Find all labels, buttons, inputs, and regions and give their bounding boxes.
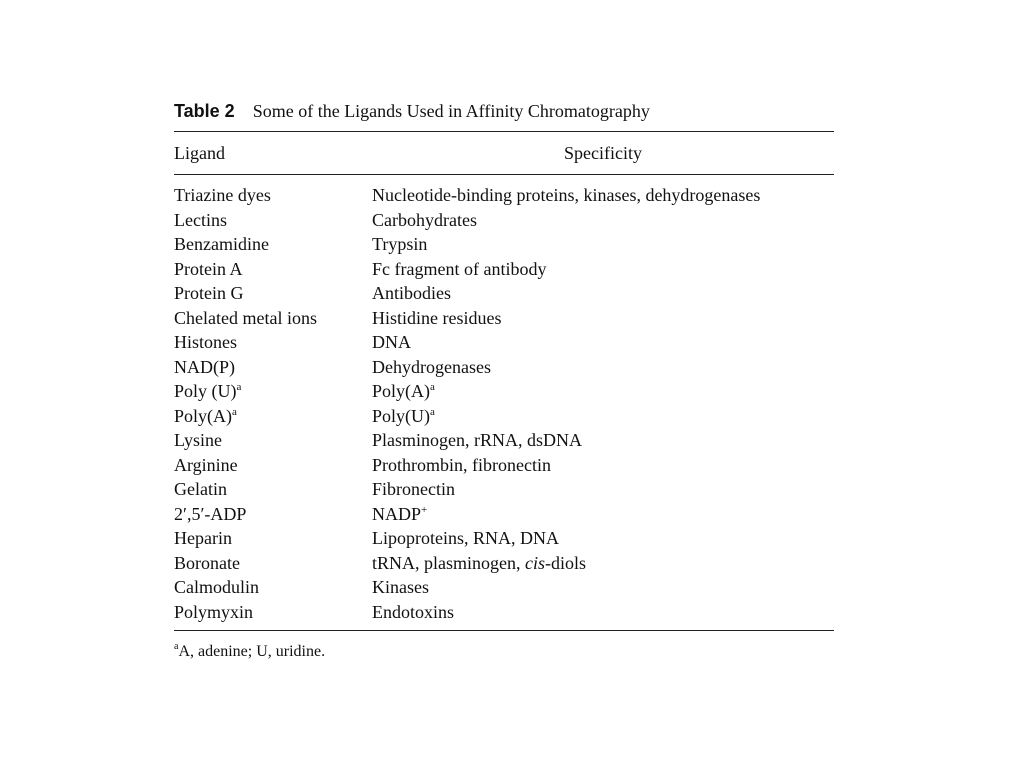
ligand-cell	[174, 281, 372, 306]
table-row	[174, 355, 834, 380]
ligand-text: Arginine	[174, 454, 238, 475]
specificity-text: NADP	[372, 503, 422, 524]
table-footnote	[174, 643, 834, 661]
specificity-cell	[372, 502, 834, 527]
ligand-text: Triazine dyes	[174, 185, 271, 205]
specificity-cell	[372, 575, 834, 600]
ligand-text: Lysine	[174, 430, 222, 450]
header-specificity: Specificity	[564, 142, 642, 163]
ligand-cell	[174, 477, 372, 502]
specificity-cell	[372, 232, 834, 257]
specificity-text: Histidine residues	[372, 307, 502, 328]
ligand-cell	[174, 257, 372, 282]
specificity-cell	[372, 404, 834, 429]
ligand-cell	[174, 502, 372, 527]
specificity-cell	[372, 428, 834, 453]
specificity-text: Kinases	[372, 577, 429, 597]
table-row	[174, 330, 834, 355]
ligand-cell	[174, 355, 372, 380]
ligand-cell	[174, 232, 372, 257]
table-row	[174, 208, 834, 233]
ligand-table-block	[174, 98, 834, 661]
table-row	[174, 257, 834, 282]
table-row	[174, 600, 834, 625]
specificity-text: Nucleotide-binding proteins, kinases, dehydrogenases	[372, 185, 761, 205]
ligand-cell	[174, 453, 372, 478]
specificity-text: tRNA, plasminogen,	[372, 552, 525, 573]
ligand-cell	[174, 404, 372, 429]
specificity-text: Trypsin	[372, 234, 428, 254]
specificity-cell	[372, 355, 834, 380]
specificity-text: Dehydrogenases	[372, 356, 491, 377]
ligand-text: Polymyxin	[174, 601, 254, 622]
specificity-cell	[372, 379, 834, 404]
ligand-cell	[174, 306, 372, 331]
bottom-rule	[174, 630, 834, 631]
table-row	[174, 281, 834, 306]
specificity-text: Antibodies	[372, 283, 451, 303]
ligand-text: Protein A	[174, 258, 243, 279]
ligand-text: Histones	[174, 332, 237, 352]
header-ligand: Ligand	[174, 142, 225, 163]
specificity-cell	[372, 257, 834, 282]
specificity-superscript: +	[421, 503, 428, 516]
ligand-text: Chelated metal ions	[174, 307, 317, 328]
footnote-mark: a	[174, 641, 179, 652]
ligand-text: Gelatin	[174, 479, 227, 499]
ligand-text: Poly(A)	[174, 405, 232, 426]
ligand-superscript: a	[236, 381, 242, 393]
specificity-text: Plasminogen, rRNA, dsDNA	[372, 430, 582, 450]
specificity-cell	[372, 551, 834, 576]
ligand-cell	[174, 208, 372, 233]
specificity-text: Poly(A)	[372, 381, 430, 401]
table-row	[174, 306, 834, 331]
specificity-cell	[372, 477, 834, 502]
ligand-text: Poly (U)	[174, 381, 237, 401]
ligand-text: NAD(P)	[174, 356, 235, 377]
specificity-cell	[372, 306, 834, 331]
table-row	[174, 575, 834, 600]
ligand-cell	[174, 526, 372, 551]
ligand-text: Calmodulin	[174, 577, 259, 597]
ligand-cell	[174, 551, 372, 576]
specificity-superscript: a	[430, 381, 435, 393]
table-row	[174, 502, 834, 527]
table-row	[174, 453, 834, 478]
specificity-cell	[372, 526, 834, 551]
ligand-text: 2′,5′-ADP	[174, 503, 247, 524]
ligand-text: Benzamidine	[174, 234, 269, 254]
ligand-table	[174, 132, 834, 624]
specificity-cell	[372, 330, 834, 355]
specificity-text: Fibronectin	[372, 479, 455, 499]
ligand-text: Protein G	[174, 283, 244, 303]
specificity-cell	[372, 453, 834, 478]
ligand-superscript: a	[232, 405, 237, 418]
table-caption-text: Some of the Ligands Used in Affinity Chromatography	[252, 101, 650, 121]
footnote-text: A, adenine; U, uridine.	[178, 643, 326, 660]
table-caption	[174, 98, 834, 124]
ligand-cell	[174, 575, 372, 600]
specificity-cell	[372, 600, 834, 625]
ligand-cell	[174, 600, 372, 625]
ligand-cell	[174, 330, 372, 355]
ligand-text: Heparin	[174, 528, 232, 548]
specificity-text: Poly(U)	[372, 405, 430, 426]
specificity-cell	[372, 281, 834, 306]
table-caption-label: Table 2	[174, 101, 235, 121]
specificity-text-suffix: -diols	[545, 552, 587, 573]
specificity-cell	[372, 175, 834, 208]
ligand-cell	[174, 379, 372, 404]
specificity-text: DNA	[372, 332, 411, 352]
table-body	[174, 175, 834, 624]
table-row	[174, 232, 834, 257]
specificity-superscript: a	[430, 405, 435, 418]
specificity-text: Prothrombin, fibronectin	[372, 454, 551, 475]
specificity-text: Fc fragment of antibody	[372, 258, 547, 279]
specificity-italic: cis	[525, 552, 545, 573]
table-row	[174, 526, 834, 551]
table-header	[174, 132, 834, 175]
table-row	[174, 404, 834, 429]
specificity-cell	[372, 208, 834, 233]
specificity-text: Endotoxins	[372, 601, 455, 622]
table-row	[174, 551, 834, 576]
specificity-text: Carbohydrates	[372, 209, 477, 230]
ligand-text: Boronate	[174, 552, 240, 573]
specificity-text: Lipoproteins, RNA, DNA	[372, 528, 559, 548]
ligand-text: Lectins	[174, 209, 227, 230]
table-row	[174, 175, 834, 208]
header-row	[174, 132, 834, 174]
table-row	[174, 477, 834, 502]
ligand-cell	[174, 428, 372, 453]
table-row	[174, 379, 834, 404]
ligand-cell	[174, 175, 372, 208]
table-row	[174, 428, 834, 453]
